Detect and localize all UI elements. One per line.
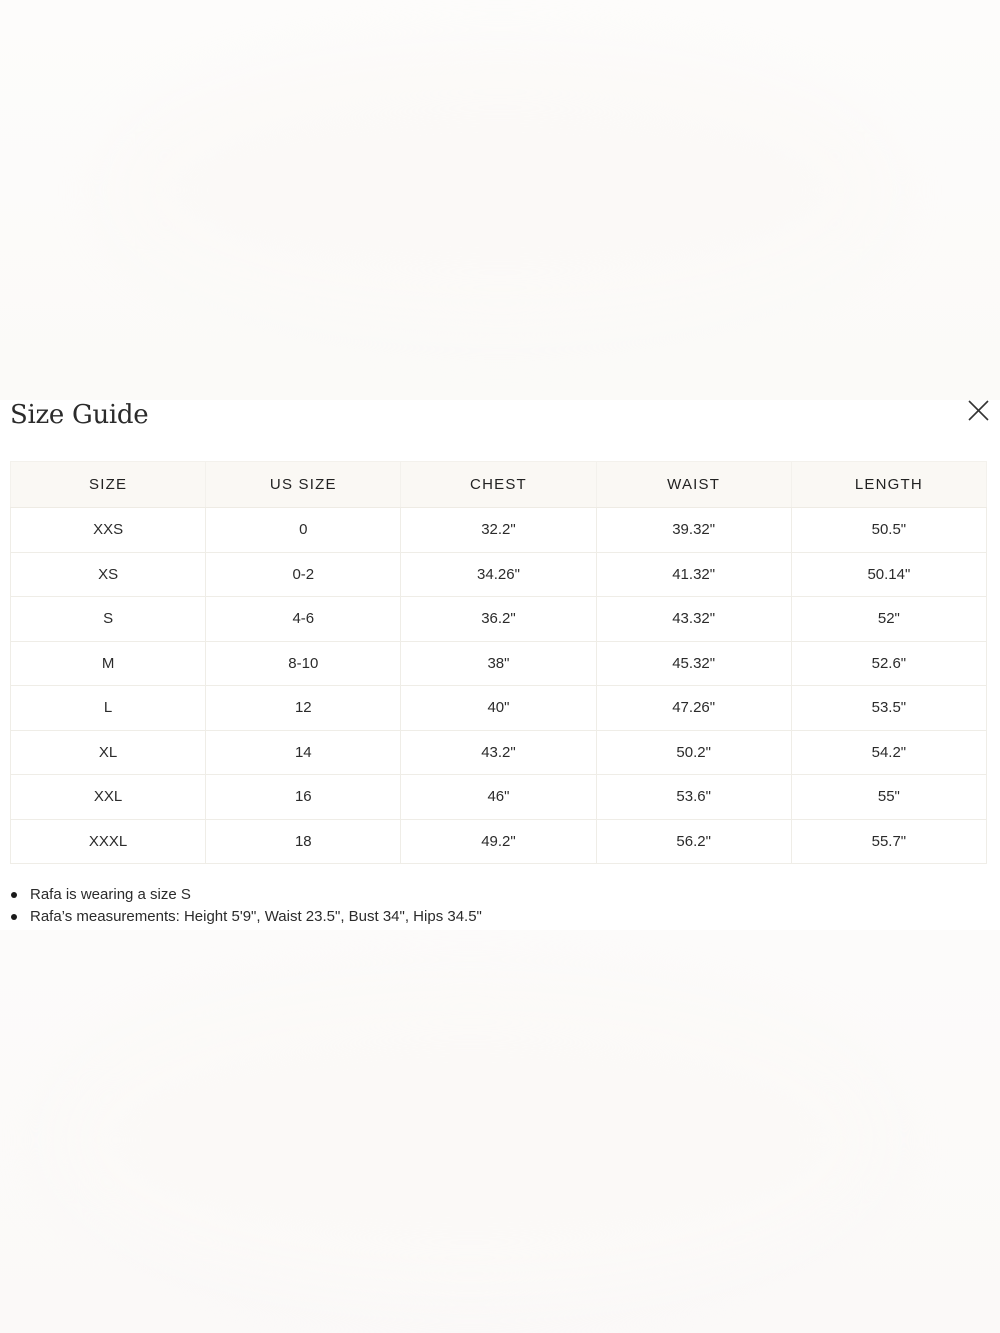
bullet-icon [11, 892, 17, 898]
table-row [11, 508, 987, 553]
cell-chest: 49.2" [401, 819, 596, 864]
close-button[interactable] [964, 397, 992, 425]
cell-length: 52" [791, 597, 986, 642]
cell-size: XS [11, 552, 206, 597]
cell-size: XXS [11, 508, 206, 553]
cell-chest: 40" [401, 686, 596, 731]
size-chart-table [10, 461, 987, 864]
cell-length: 53.5" [791, 686, 986, 731]
cell-waist: 53.6" [596, 775, 791, 820]
cell-us-size: 18 [206, 819, 401, 864]
cell-size: XL [11, 730, 206, 775]
cell-length: 55.7" [791, 819, 986, 864]
column-header-size: SIZE [11, 462, 206, 508]
cell-chest: 34.26" [401, 552, 596, 597]
cell-waist: 45.32" [596, 641, 791, 686]
column-header-waist: WAIST [596, 462, 791, 508]
cell-us-size: 14 [206, 730, 401, 775]
model-notes-list [10, 884, 482, 928]
table-row [11, 730, 987, 775]
close-icon [964, 397, 992, 425]
cell-waist: 43.32" [596, 597, 791, 642]
cell-chest: 43.2" [401, 730, 596, 775]
cell-us-size: 12 [206, 686, 401, 731]
list-item [10, 906, 482, 928]
cell-us-size: 0-2 [206, 552, 401, 597]
table-row [11, 686, 987, 731]
cell-size: M [11, 641, 206, 686]
blurred-product-image-top [0, 0, 1000, 400]
note-model-measurements: Rafa’s measurements: Height 5'9", Waist 23.5", Bust 34", Hips 34.5" [30, 908, 482, 925]
cell-waist: 50.2" [596, 730, 791, 775]
table-row [11, 552, 987, 597]
table-header-row [11, 462, 987, 508]
table-row [11, 819, 987, 864]
cell-length: 55" [791, 775, 986, 820]
table-row [11, 775, 987, 820]
cell-size: XXXL [11, 819, 206, 864]
column-header-length: LENGTH [791, 462, 986, 508]
cell-waist: 56.2" [596, 819, 791, 864]
cell-size: XXL [11, 775, 206, 820]
cell-waist: 39.32" [596, 508, 791, 553]
cell-us-size: 8-10 [206, 641, 401, 686]
list-item [10, 884, 482, 906]
cell-length: 52.6" [791, 641, 986, 686]
table-row [11, 641, 987, 686]
cell-waist: 41.32" [596, 552, 791, 597]
cell-us-size: 0 [206, 508, 401, 553]
column-header-us-size: US SIZE [206, 462, 401, 508]
cell-length: 50.14" [791, 552, 986, 597]
cell-chest: 36.2" [401, 597, 596, 642]
cell-us-size: 4-6 [206, 597, 401, 642]
cell-us-size: 16 [206, 775, 401, 820]
cell-size: L [11, 686, 206, 731]
modal-title: Size Guide [10, 400, 149, 430]
cell-chest: 46" [401, 775, 596, 820]
note-model-size: Rafa is wearing a size S [30, 886, 191, 903]
column-header-chest: CHEST [401, 462, 596, 508]
cell-chest: 38" [401, 641, 596, 686]
cell-length: 50.5" [791, 508, 986, 553]
blurred-product-image-bottom [0, 930, 1000, 1333]
cell-waist: 47.26" [596, 686, 791, 731]
table-row [11, 597, 987, 642]
cell-chest: 32.2" [401, 508, 596, 553]
cell-length: 54.2" [791, 730, 986, 775]
bullet-icon [11, 914, 17, 920]
cell-size: S [11, 597, 206, 642]
